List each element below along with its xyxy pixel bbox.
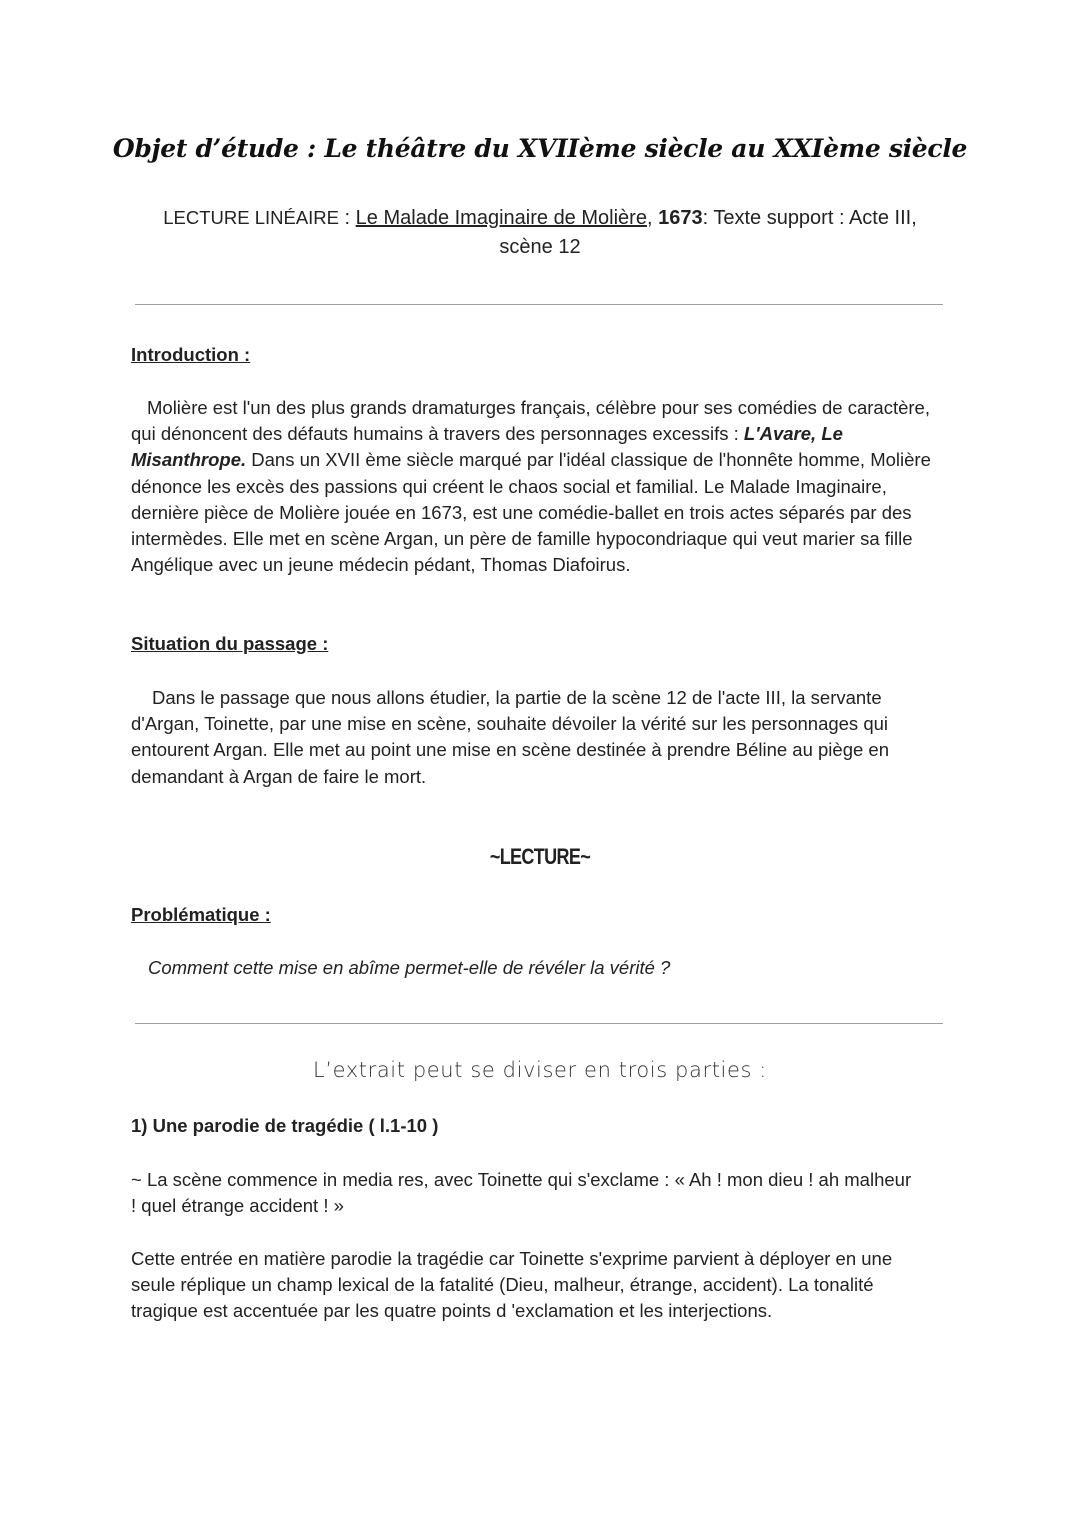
page-title: Objet d’étude : Le théâtre du XVIIème siècle au XXIème siècle (112, 134, 968, 163)
introduction-heading: Introduction : (131, 344, 251, 365)
intro-text-end: Dans un XVII ème siècle marqué par l'idéal classique de l'honnête homme, Molière dénonce les excès des passions qui créent le chaos social et familial. Le Malade Imaginaire, dernière pièce de Molière jouée en 1673, est une comédie-ballet en trois actes séparés par des intermèdes. Elle met en scène Argan, un père de famille hypocondriaque qui veut marier sa fille Angélique avec un jeune médecin pédant, Thomas Diafoirus. (131, 449, 931, 576)
problematique-question: Comment cette mise en abîme permet-elle de révéler la vérité ? (148, 957, 671, 978)
separator: : (339, 207, 356, 229)
part-1-heading: 1) Une parodie de tragédie ( l.1-10 ) (131, 1115, 439, 1136)
part-1-quote-paragraph: ~ La scène commence in media res, avec Toinette qui s'exclame : « Ah ! mon dieu ! ah malheur ! quel étrange accident ! » (131, 1169, 912, 1217)
parts-title: L’extrait peut se diviser en trois parties : (313, 1058, 767, 1082)
intro-works: L'Avare, Le Misanthrope. (131, 423, 843, 471)
lecture-heading: ~LECTURE~ (489, 844, 591, 869)
divider (135, 304, 943, 305)
situation-heading: Situation du passage : (131, 633, 329, 654)
situation-text: Dans le passage que nous allons étudier, la partie de la scène 12 de l'acte III, la servante d'Argan, Toinette, par une mise en scène, souhaite dévoiler la vérité sur les personnages qui entourent Argan. Elle met au point une mise en scène destinée à prendre Béline au piège en demandant à Argan de faire le mort. (131, 687, 889, 787)
reading-type: LECTURE LINÉAIRE (163, 207, 339, 228)
work-title: Le Malade Imaginaire de Molière (355, 207, 647, 229)
situation-paragraph (131, 685, 951, 790)
text-support: : Texte support : Acte III, (702, 207, 917, 229)
introduction-paragraph (131, 395, 951, 578)
scene-ref: scène 12 (499, 236, 581, 258)
work-year: 1673 (658, 207, 703, 229)
comma: , (646, 207, 659, 229)
intro-text-start: Molière est l'un des plus grands dramaturges français, célèbre pour ses comédies de caractère, qui dénoncent des défauts humains à travers des personnages excessifs : (131, 397, 930, 445)
text-reference (120, 203, 960, 262)
problematique-heading: Problématique : (131, 904, 271, 925)
part-1-analysis-paragraph: Cette entrée en matière parodie la tragédie car Toinette s'exprime parvient à déployer en une seule réplique un champ lexical de la fatalité (Dieu, malheur, étrange, accident). La tonalité tragique est accentuée par les quatre points d 'exclamation et les interjections. (131, 1248, 893, 1322)
divider (135, 1023, 943, 1024)
